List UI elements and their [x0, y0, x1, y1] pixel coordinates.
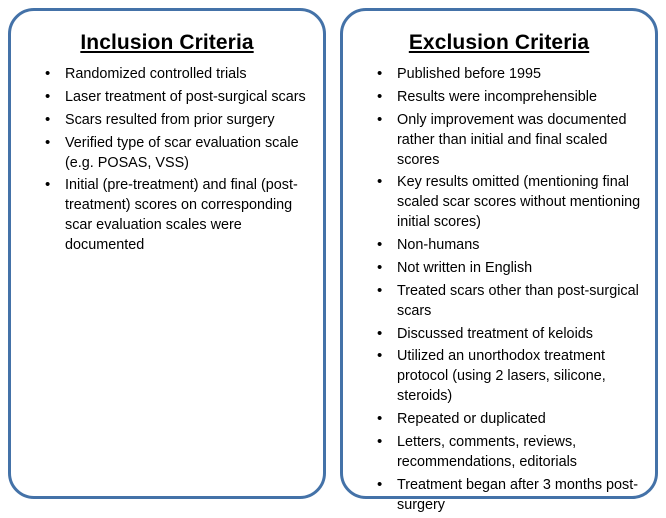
- exclusion-panel-title: Exclusion Criteria: [408, 31, 590, 54]
- list-item: • Non-humans: [371, 236, 641, 256]
- exclusion-criteria-panel: [340, 8, 658, 513]
- list-item: • Only improvement was documented rather than initial and final scaled scores: [371, 111, 641, 171]
- inclusion-panel-title: Inclusion Criteria: [80, 31, 254, 54]
- list-item: • Not written in English: [371, 259, 641, 279]
- inclusion-criteria-list: [21, 65, 313, 259]
- list-item: • Key results omitted (mentioning final scaled scar scores without mentioning initial scores): [371, 173, 641, 233]
- list-item: • Treatment began after 3 months post-surgery: [371, 476, 641, 516]
- list-item: • Results were incomprehensible: [371, 88, 641, 108]
- exclusion-criteria-list: [353, 65, 645, 518]
- list-item: • Letters, comments, reviews, recommendations, editorials: [371, 433, 641, 473]
- list-item: • Randomized controlled trials: [39, 65, 309, 85]
- list-item: • Treated scars other than post-surgical scars: [371, 282, 641, 322]
- list-item: • Laser treatment of post-surgical scars: [39, 88, 309, 108]
- list-item: • Initial (pre-treatment) and final (post-treatment) scores on corresponding scar evaluation scales were documented: [39, 176, 309, 256]
- list-item: • Verified type of scar evaluation scale (e.g. POSAS, VSS): [39, 134, 309, 174]
- inclusion-criteria-panel: [8, 8, 326, 499]
- list-item: • Discussed treatment of keloids: [371, 325, 641, 345]
- list-item: • Scars resulted from prior surgery: [39, 111, 309, 131]
- list-item: • Repeated or duplicated: [371, 410, 641, 430]
- list-item: • Utilized an unorthodox treatment protocol (using 2 lasers, silicone, steroids): [371, 347, 641, 407]
- list-item: • Published before 1995: [371, 65, 641, 85]
